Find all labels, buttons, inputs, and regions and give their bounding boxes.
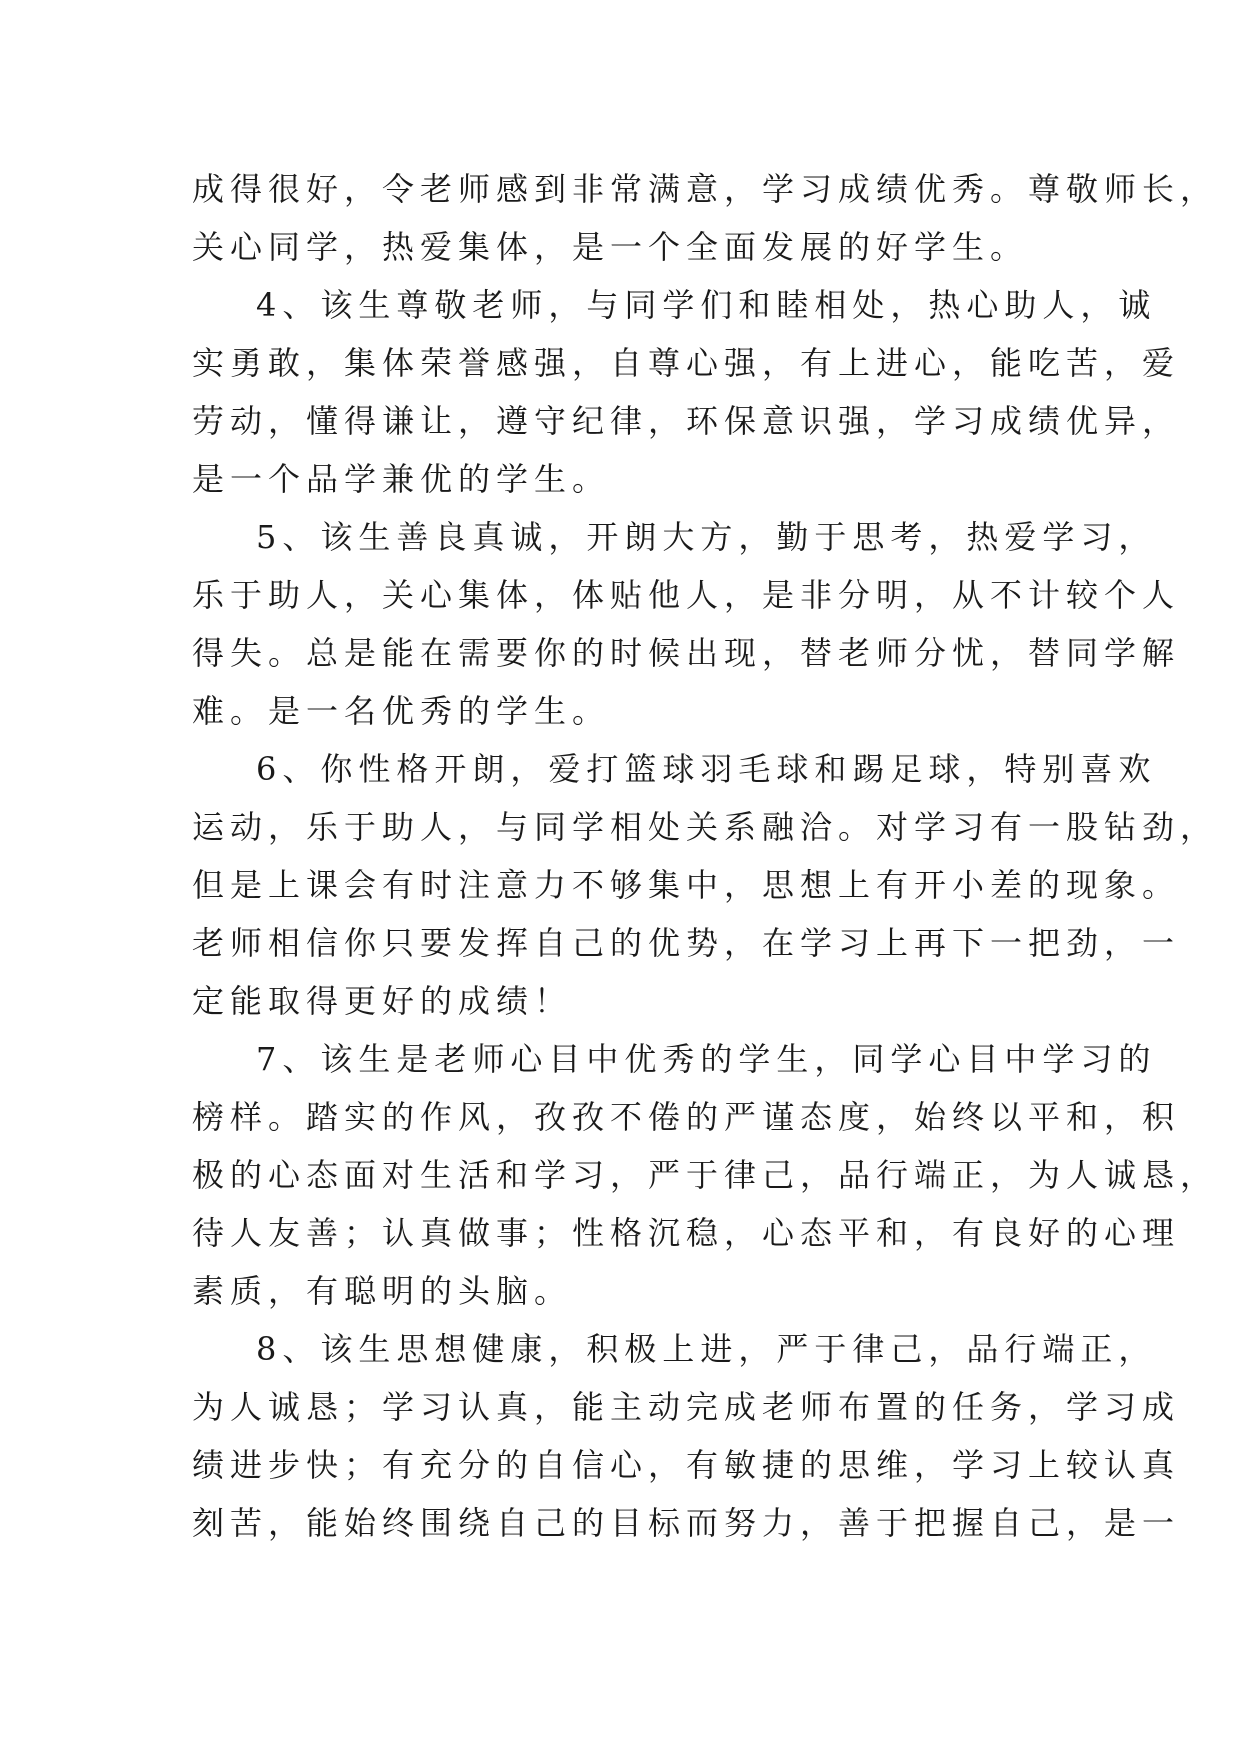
text-line: 但是上课会有时注意力不够集中，思想上有开小差的现象。 [192, 866, 1181, 904]
text-line: 为人诚恳；学习认真，能主动完成老师布置的任务，学习成 [192, 1388, 1181, 1426]
text-line: 是一个品学兼优的学生。 [192, 460, 611, 498]
text-line: 乐于助人，关心集体，体贴他人，是非分明，从不计较个人 [192, 576, 1181, 614]
text-line: 绩进步快；有充分的自信心，有敏捷的思维，学习上较认真 [192, 1446, 1181, 1484]
paragraph-item-5 [192, 508, 1181, 740]
text-line: 6、你性格开朗，爱打篮球羽毛球和踢足球，特别喜欢 [256, 750, 1157, 788]
text-line: 得失。总是能在需要你的时候出现，替老师分忧，替同学解 [192, 634, 1181, 672]
text-line: 8、该生思想健康，积极上进，严于律己，品行端正， [256, 1330, 1157, 1368]
text-line: 运动，乐于助人，与同学相处关系融洽。对学习有一股钻劲， [192, 808, 1219, 846]
text-line: 关心同学，热爱集体，是一个全面发展的好学生。 [192, 228, 1029, 266]
text-line: 7、该生是老师心目中优秀的学生，同学心目中学习的 [256, 1040, 1157, 1078]
text-line: 成得很好，令老师感到非常满意，学习成绩优秀。尊敬师长， [192, 170, 1219, 208]
text-line: 老师相信你只要发挥自己的优势，在学习上再下一把劲，一 [192, 924, 1181, 962]
text-line: 难。是一名优秀的学生。 [192, 692, 611, 730]
text-line: 劳动，懂得谦让，遵守纪律，环保意识强，学习成绩优异， [192, 402, 1181, 440]
text-line: 榜样。踏实的作风，孜孜不倦的严谨态度，始终以平和，积 [192, 1098, 1181, 1136]
text-line: 待人友善；认真做事；性格沉稳，心态平和，有良好的心理 [192, 1214, 1181, 1252]
text-line: 素质，有聪明的头脑。 [192, 1272, 573, 1310]
text-line: 实勇敢，集体荣誉感强，自尊心强，有上进心，能吃苦，爱 [192, 344, 1181, 382]
text-line: 4、该生尊敬老师，与同学们和睦相处，热心助人，诚 [256, 286, 1157, 324]
paragraph-item-4 [192, 276, 1181, 508]
paragraph-item-8 [192, 1320, 1181, 1552]
text-line: 极的心态面对生活和学习，严于律己，品行端正，为人诚恳， [192, 1156, 1219, 1194]
paragraph-item-7 [192, 1030, 1219, 1320]
text-line: 刻苦，能始终围绕自己的目标而努力，善于把握自己，是一 [192, 1504, 1181, 1542]
paragraph-item-6 [192, 740, 1219, 1030]
paragraph-continued [192, 160, 1219, 276]
text-line: 定能取得更好的成绩！ [192, 982, 573, 1020]
text-line: 5、该生善良真诚，开朗大方，勤于思考，热爱学习， [256, 518, 1157, 556]
document-body [192, 160, 1219, 1552]
